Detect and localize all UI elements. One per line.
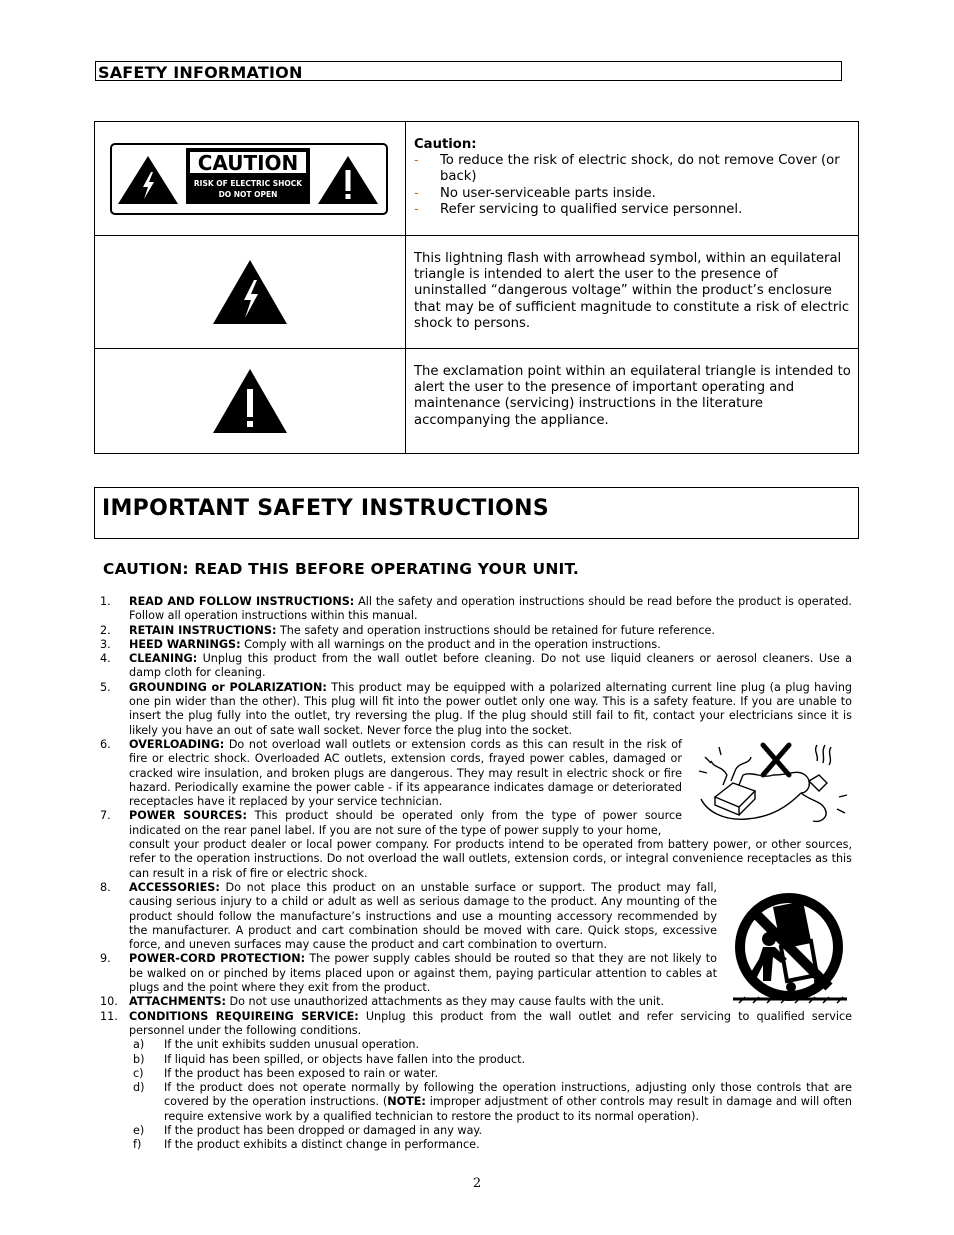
- list-item: 7. POWER SOURCES: This product should be operated only from the type of power source indicated on the rear panel label. If you are not sure of the type of power supply to your home,: [100, 809, 682, 837]
- condition-item: e) If the product has been dropped or damaged in any way.: [133, 1123, 483, 1137]
- list-item: 10. ATTACHMENTS: Do not use unauthorized attachments as they may cause faults with the unit.: [100, 995, 665, 1009]
- caution-label-icon: [110, 142, 390, 216]
- table-row: [95, 122, 859, 236]
- condition-item: b) If liquid has been spilled, or objects have fallen into the product.: [133, 1052, 526, 1066]
- list-item: 11. CONDITIONS REQUIREING SERVICE: Unplug this product from the wall outlet and refer servicing to qualified service personnel under the following conditions.: [100, 1009, 852, 1037]
- lightning-description: This lightning flash with arrowhead symbol, within an equilateral triangle is intended to alert the user to the presence of uninstalled “dangerous voltage” within the product’s enclosure that may be of sufficient magnitude to constitute a risk of electric shock to persons.: [406, 236, 859, 349]
- exclamation-symbol-cell: [95, 349, 406, 454]
- condition-item: c) If the product has been exposed to rain or water.: [133, 1066, 439, 1080]
- caution-text-cell: [406, 122, 859, 236]
- caution-label-line1: RISK OF ELECTRIC SHOCK: [193, 178, 303, 188]
- condition-item: f) If the product exhibits a distinct change in performance.: [133, 1138, 480, 1152]
- important-safety-header: [94, 487, 859, 539]
- list-item-continued: consult your product dealer or local power company. For products intend to be operated from battery power, or other sources, refer to the operation instructions. Do not overload the wall outlets, extension cords, or integral convenience receptacles as this can result in a risk of fire or electric shock.: [129, 838, 852, 880]
- caution-heading: Caution:: [414, 137, 477, 152]
- table-row: [95, 349, 859, 454]
- list-item: 8. ACCESSORIES: Do not place this product on an unstable surface or support. The product may fall, causing serious injury to a child or adult as well as serious damage to the product. Any mounting of the product should follow the manufacture’s instructions and use a mounting accessory recommended by the manufacturer. A product and cart combination should be moved with care. Quick stops, excessive force, and uneven surfaces may cause the product and cart combination to overturn.: [100, 880, 717, 952]
- condition-item: d) If the product does not operate normally by following the operation instructions, adjusting only those controls that are covered by the operation instructions. (NOTE: improper adjustment of other controls may result in damage and will often require extensive work by a qualified technician to restore the product to its normal operation).: [133, 1081, 852, 1123]
- page-number: 2: [472, 1176, 482, 1191]
- condition-item: a) If the unit exhibits sudden unusual operation.: [133, 1038, 420, 1052]
- caution-label-title: CAUTION: [197, 150, 299, 175]
- safety-symbols-table: [94, 121, 859, 454]
- exclamation-description: The exclamation point within an equilateral triangle is intended to alert the user to the presence of important operating and maintenance (servicing) instructions in the literature accompanying the appliance.: [406, 349, 859, 454]
- caution-read-heading: CAUTION: READ THIS BEFORE OPERATING YOUR UNIT.: [103, 560, 579, 578]
- instructions-list: [100, 595, 852, 1153]
- caution-label-cell: [95, 122, 406, 236]
- list-item: 4. CLEANING: Unplug this product from the wall outlet before cleaning. Do not use liquid cleaners or aerosol cleaners. Use a damp cloth for cleaning.: [100, 652, 852, 680]
- list-item: 1. READ AND FOLLOW INSTRUCTIONS: All the safety and operation instructions should be read before the product is operated. Follow all operation instructions within this manual.: [100, 595, 852, 623]
- caution-list: [414, 153, 852, 218]
- list-item: - No user-serviceable parts inside.: [414, 186, 852, 202]
- list-item: 5. GROUNDING or POLARIZATION: This product may be equipped with a polarized alternating current line plug (a plug having one pin wider than the other). This plug will fit into the power outlet only one way. This is a safety feature. If you are unable to insert the plug fully into the outlet, try reversing the plug. If the plug should still fail to fit, contact your electricians since it is likely you have an out of sate wall socket. Never force the plug into the socket.: [100, 680, 853, 737]
- lightning-symbol-cell: [95, 236, 406, 349]
- important-safety-title: IMPORTANT SAFETY INSTRUCTIONS: [102, 496, 550, 521]
- list-item: - Refer servicing to qualified service personnel.: [414, 202, 852, 218]
- lightning-triangle-icon: [211, 258, 289, 326]
- list-item: 6. OVERLOADING: Do not overload wall outlets or extension cords as this can result in the risk of fire or electric shock. Overloaded AC outlets, extension cords, frayed power cables, damaged or cracked wire insulation, and broken plugs are dangerous. They may result in electric shock or fire hazard. Periodically examine the power cable - if its appearance indicates damage or deteriorated receptacles have it replaced by your service technician.: [100, 737, 682, 809]
- safety-information-title: SAFETY INFORMATION: [98, 63, 303, 82]
- overloaded-outlet-illustration: [693, 735, 851, 827]
- caution-label-line2: DO NOT OPEN: [218, 189, 278, 199]
- safety-information-header: [95, 61, 842, 81]
- list-item: 2. RETAIN INSTRUCTIONS: The safety and operation instructions should be retained for future reference.: [100, 623, 715, 637]
- exclamation-triangle-icon: [211, 367, 289, 435]
- list-item: - To reduce the risk of electric shock, do not remove Cover (or back): [414, 153, 852, 185]
- cart-tip-over-warning-illustration: [729, 889, 851, 1011]
- list-item: 3. HEED WARNINGS: Comply with all warnings on the product and in the operation instructions.: [100, 637, 661, 651]
- table-row: [95, 236, 859, 349]
- list-item: 9. POWER-CORD PROTECTION: The power supply cables should be routed so that they are not likely to be walked on or pinched by items placed upon or against them, paying particular attention to cables at plugs and the point where they exit from the product.: [100, 952, 717, 995]
